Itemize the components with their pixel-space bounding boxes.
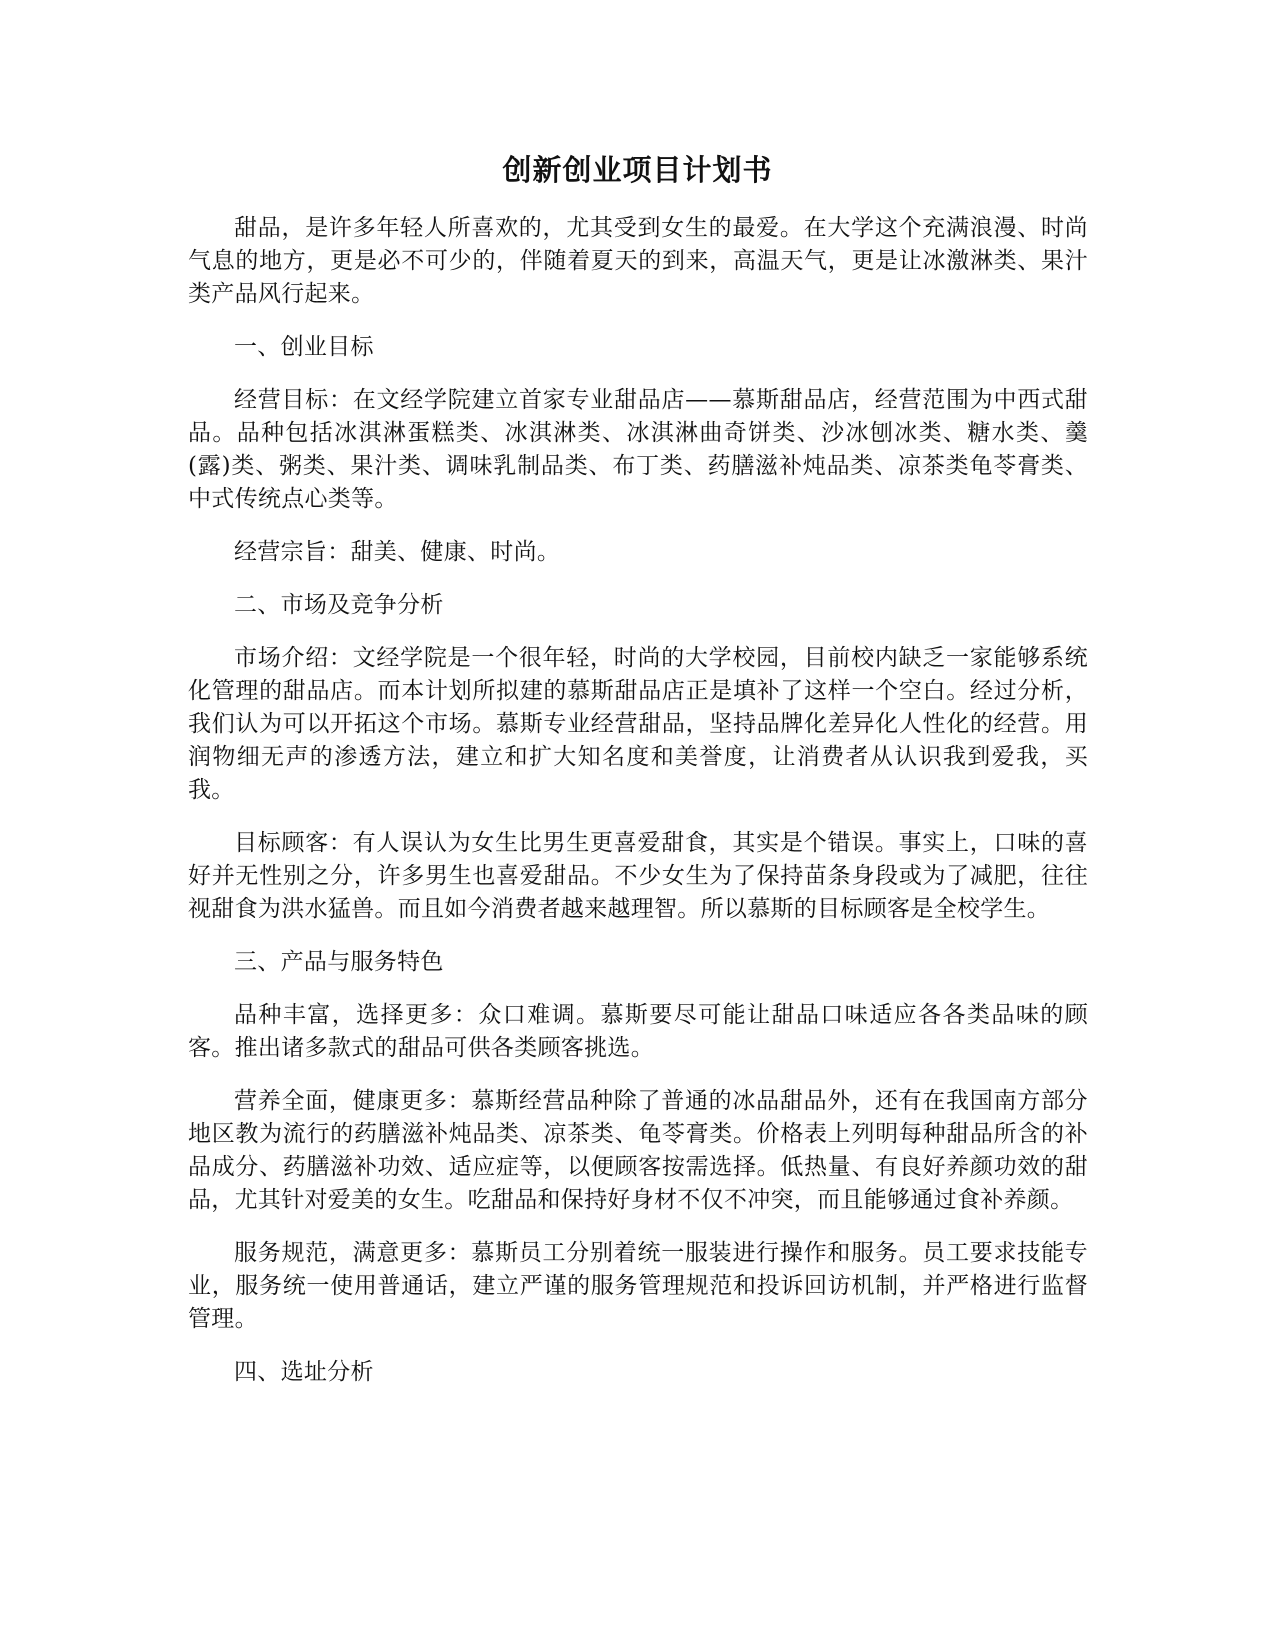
document-title: 创新创业项目计划书 bbox=[502, 153, 773, 187]
paragraph-business-goal: 经营目标：在文经学院建立首家专业甜品店——慕斯甜品店，经营范围为中西式甜品。品种包括冰淇淋蛋糕类、冰淇淋类、冰淇淋曲奇饼类、沙冰刨冰类、糖水类、羹(露)类、粥类、果汁类、调味乳制品类、布丁类、药膳滋补炖品类、凉茶类龟苓膏类、中式传统点心类等。 bbox=[188, 387, 1088, 512]
paragraph-nutrition: 营养全面，健康更多：慕斯经营品种除了普通的冰品甜品外，还有在我国南方部分地区教为流行的药膳滋补炖品类、凉茶类、龟苓膏类。价格表上列明每种甜品所含的补品成分、药膳滋补功效、适应症等，以便顾客按需选择。低热量、有良好养颜功效的甜品，尤其针对爱美的女生。吃甜品和保持好身材不仅不冲突，而且能够通过食补养颜。 bbox=[188, 1088, 1088, 1213]
paragraph-business-tenet: 经营宗旨：甜美、健康、时尚。 bbox=[234, 539, 561, 565]
section-heading-location: 四、选址分析 bbox=[234, 1359, 374, 1385]
paragraph-market-intro: 市场介绍：文经学院是一个很年轻，时尚的大学校园，目前校内缺乏一家能够系统化管理的甜品店。而本计划所拟建的慕斯甜品店正是填补了这样一个空白。经过分析，我们认为可以开拓这个市场。慕斯专业经营甜品，坚持品牌化差异化人性化的经营。用润物细无声的渗透方法，建立和扩大知名度和美誉度，让消费者从认识我到爱我，买我。 bbox=[188, 645, 1088, 803]
paragraph-variety: 品种丰富，选择更多：众口难调。慕斯要尽可能让甜品口味适应各各类品味的顾客。推出诸多款式的甜品可供各类顾客挑选。 bbox=[188, 1002, 1088, 1061]
section-heading-goals: 一、创业目标 bbox=[234, 334, 374, 360]
paragraph-service: 服务规范，满意更多：慕斯员工分别着统一服装进行操作和服务。员工要求技能专业，服务统一使用普通话，建立严谨的服务管理规范和投诉回访机制，并严格进行监督管理。 bbox=[188, 1240, 1088, 1332]
paragraph-intro: 甜品，是许多年轻人所喜欢的，尤其受到女生的最爱。在大学这个充满浪漫、时尚气息的地方，更是必不可少的，伴随着夏天的到来，高温天气，更是让冰激淋类、果汁类产品风行起来。 bbox=[188, 215, 1088, 307]
paragraph-target-customers: 目标顾客：有人误认为女生比男生更喜爱甜食，其实是个错误。事实上，口味的喜好并无性别之分，许多男生也喜爱甜品。不少女生为了保持苗条身段或为了减肥，往往视甜食为洪水猛兽。而且如今消费者越来越理智。所以慕斯的目标顾客是全校学生。 bbox=[188, 830, 1088, 922]
document-body bbox=[188, 212, 1088, 1409]
section-heading-market: 二、市场及竞争分析 bbox=[234, 592, 444, 618]
section-heading-products: 三、产品与服务特色 bbox=[234, 949, 444, 975]
